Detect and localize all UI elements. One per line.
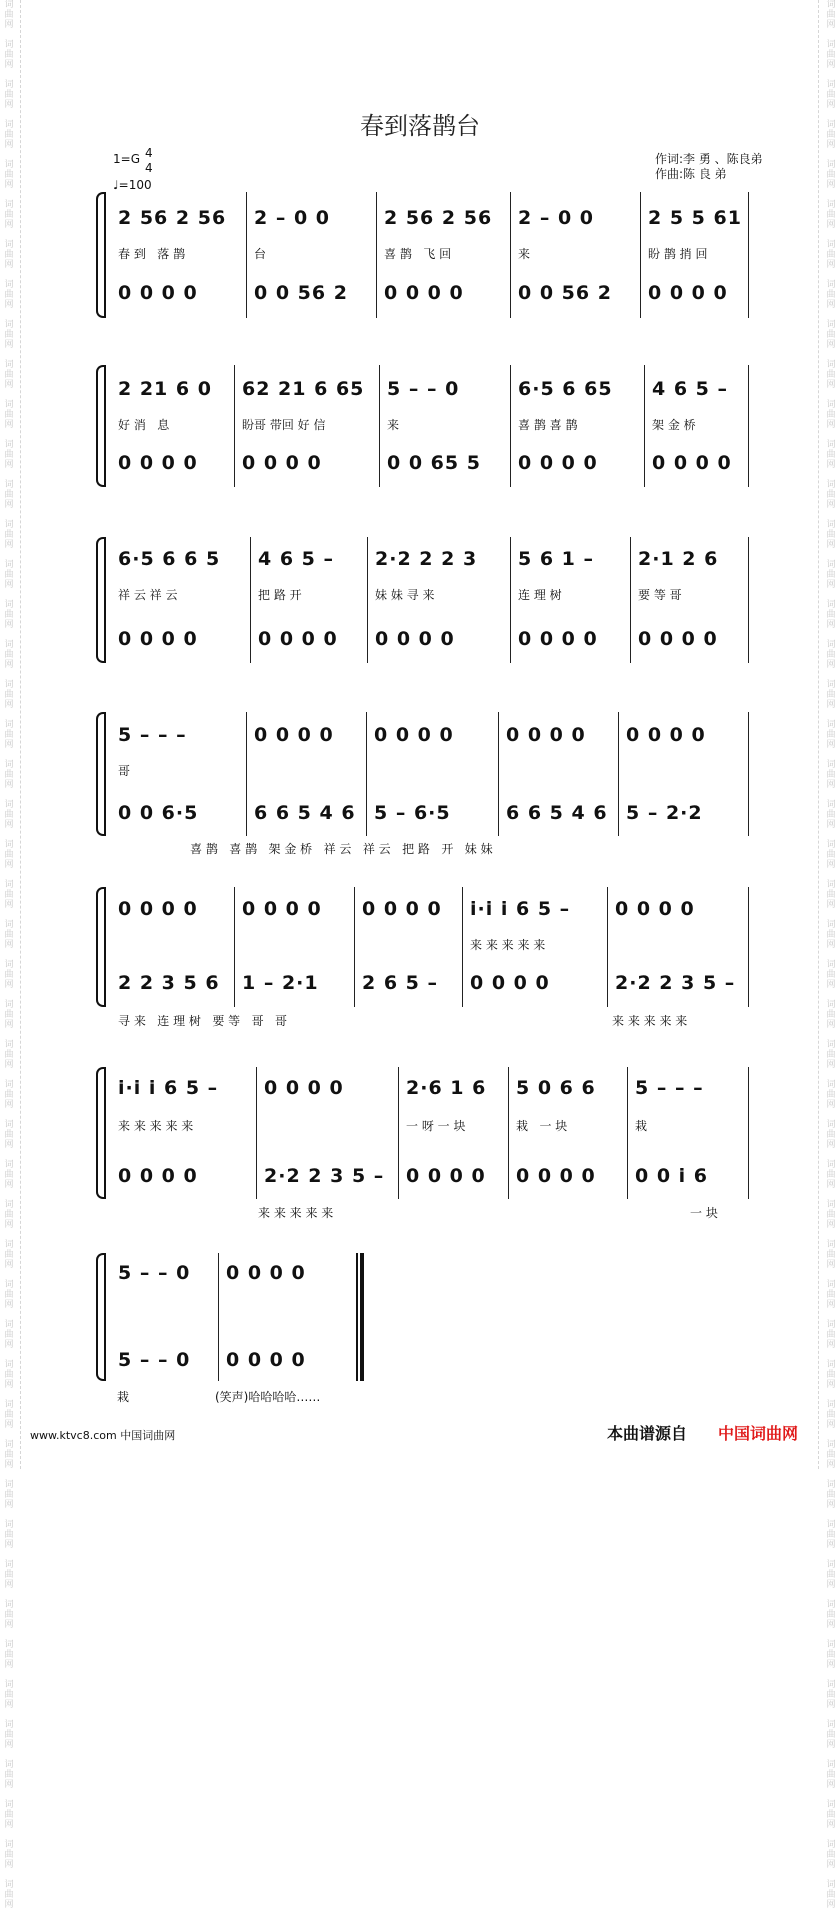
barline	[510, 537, 511, 663]
top-measure-lyrics: 栽	[635, 1119, 648, 1133]
top-measure-notes: 0 0 0 0	[226, 1262, 306, 1284]
barline	[367, 537, 368, 663]
top-measure-notes: 0 0 0 0	[242, 898, 322, 920]
bottom-measure-notes: 0 0 0 0	[258, 628, 338, 650]
top-measure-notes: 0 0 0 0	[506, 724, 586, 746]
bottom-measure-notes: 2 2 3 5 6	[118, 972, 220, 994]
barline	[379, 365, 380, 487]
footer-source-name: 中国词曲网	[718, 1424, 799, 1443]
barline	[246, 192, 247, 318]
barline	[398, 1067, 399, 1199]
bottom-measure-notes: 0 0 0 0	[638, 628, 718, 650]
top-measure-lyrics: 架 金 桥	[652, 418, 696, 432]
barline	[510, 192, 511, 318]
bottom-lyrics-line: 来 来 来 来 来	[612, 1014, 688, 1028]
top-measure-notes: 2 – 0 0	[518, 207, 595, 229]
system-line	[104, 192, 106, 318]
bottom-measure-notes: 0 0 0 0	[242, 452, 322, 474]
barline	[748, 192, 749, 318]
top-measure-lyrics: 来	[387, 418, 400, 432]
system-line	[104, 712, 106, 836]
watermark-left: 词 曲 网 词 曲 网 词 曲 网 词 曲 网 词 曲 网 词 曲 网 词 曲 网 词 曲 网 词 曲 网 词 曲 网 词 曲 网 词 曲 网 词 曲 网 词 曲 网 词 曲 网 词 曲 网 词 曲 网 词 曲 网 词 曲 网 词 曲 网 词 曲 网 词 曲 网 词 曲 网 词 曲 网 词 曲 网 词 曲 网 词 曲 网 词 曲 网 词 曲 网 词 曲 网 词 曲 网 词 曲 网 词 曲 网 词 曲 网 词 曲 网 词 曲 网 词 曲 网 词 曲 网 词 曲 网 词 曲 网 词 曲 网 词 曲 网 词 曲 网 词 曲 网 词 曲 网 词 曲 网 词 曲 网 词 曲 网	[4, 0, 14, 1910]
top-measure-notes: 2 56 2 56	[118, 207, 227, 229]
bottom-measure-notes: 0 0 0 0	[118, 628, 198, 650]
top-measure-notes: 2·6 1 6	[406, 1077, 487, 1099]
bottom-measure-notes: 0 0 65 5	[387, 452, 481, 474]
time-signature-bottom: 4	[145, 161, 153, 175]
top-measure-lyrics: 要 等 哥	[638, 588, 682, 602]
barline	[748, 887, 749, 1007]
bottom-lyrics-line: 一 块	[690, 1206, 718, 1220]
bottom-measure-notes: 5 – 2·2	[626, 802, 703, 824]
bottom-measure-notes: 0 0 0 0	[648, 282, 728, 304]
top-measure-notes: 0 0 0 0	[626, 724, 706, 746]
top-measure-lyrics: 一 呀 一 块	[406, 1119, 466, 1133]
top-measure-lyrics: 盼 鹊 捎 回	[648, 247, 708, 261]
bottom-lyrics-line: 寻 来 连 理 树 要 等 哥 哥	[118, 1014, 288, 1028]
lyricist-credit: 作词:李 勇 、陈良弟	[655, 152, 763, 166]
top-measure-notes: 4 6 5 –	[652, 378, 729, 400]
top-measure-notes: 0 0 0 0	[254, 724, 334, 746]
bottom-measure-notes: 0 0 56 2	[254, 282, 348, 304]
top-measure-lyrics: 来	[518, 247, 531, 261]
barline	[256, 1067, 257, 1199]
bottom-lyrics-line: 栽	[117, 1390, 130, 1404]
bottom-measure-notes: 0 0 0 0	[375, 628, 455, 650]
bottom-measure-notes: 0 0 0 0	[518, 452, 598, 474]
top-measure-lyrics: 来 来 来 来 来	[470, 938, 546, 952]
barline	[508, 1067, 509, 1199]
bottom-measure-notes: 5 – – 0	[118, 1349, 191, 1371]
final-barline-thin	[356, 1253, 358, 1381]
top-measure-lyrics: 栽 一 块	[516, 1119, 568, 1133]
barline	[627, 1067, 628, 1199]
barline	[640, 192, 641, 318]
top-measure-notes: 2·1 2 6	[638, 548, 719, 570]
barline	[462, 887, 463, 1007]
bottom-measure-notes: 0 0 0 0	[118, 1165, 198, 1187]
bottom-measure-notes: 0 0 0 0	[518, 628, 598, 650]
top-measure-lyrics: 喜 鹊 喜 鹊	[518, 418, 578, 432]
key-signature: 1=G	[113, 152, 140, 166]
top-measure-lyrics: 好 消 息	[118, 418, 170, 432]
top-measure-notes: 2 – 0 0	[254, 207, 331, 229]
bottom-measure-notes: 0 0 0 0	[118, 452, 198, 474]
top-measure-notes: 2·2 2 2 3	[375, 548, 478, 570]
barline	[618, 712, 619, 836]
barline	[748, 537, 749, 663]
top-measure-notes: 0 0 0 0	[264, 1077, 344, 1099]
system-line	[104, 1067, 106, 1199]
barline	[630, 537, 631, 663]
top-measure-lyrics: 连 理 树	[518, 588, 562, 602]
top-measure-notes: 2 56 2 56	[384, 207, 493, 229]
top-measure-notes: 0 0 0 0	[615, 898, 695, 920]
top-measure-lyrics: 盼哥 带回 好 信	[242, 418, 326, 432]
barline	[510, 365, 511, 487]
top-measure-notes: i·i i 6 5 –	[470, 898, 571, 920]
barline	[234, 887, 235, 1007]
bottom-measure-notes: 6 6 5 4 6	[254, 802, 356, 824]
right-page-edge	[818, 0, 820, 1469]
bottom-lyrics-line: (笑声)哈哈哈哈……	[215, 1390, 321, 1404]
top-measure-notes: 6·5 6 6 5	[118, 548, 221, 570]
time-signature-top: 4	[145, 146, 153, 160]
bottom-measure-notes: 0 0 6·5	[118, 802, 199, 824]
bottom-measure-notes: 0 0 56 2	[518, 282, 612, 304]
system-line	[104, 887, 106, 1007]
bottom-measure-notes: 2·2 2 3 5 –	[264, 1165, 385, 1187]
bottom-measure-notes: 2 6 5 –	[362, 972, 439, 994]
bottom-measure-notes: 0 0 i 6	[635, 1165, 709, 1187]
top-measure-lyrics: 春 到 落 鹊	[118, 247, 186, 261]
system-line	[104, 1253, 106, 1381]
top-measure-lyrics: 妹 妹 寻 来	[375, 588, 435, 602]
song-title: 春到落鹊台	[360, 112, 480, 140]
final-barline-thick	[360, 1253, 364, 1381]
top-measure-notes: 0 0 0 0	[362, 898, 442, 920]
bottom-lyrics-line: 来 来 来 来 来	[258, 1206, 334, 1220]
top-measure-lyrics: 来 来 来 来 来	[118, 1119, 194, 1133]
top-measure-notes: 6·5 6 65	[518, 378, 613, 400]
bottom-measure-notes: 0 0 0 0	[652, 452, 732, 474]
barline	[250, 537, 251, 663]
top-measure-notes: 0 0 0 0	[118, 898, 198, 920]
top-measure-lyrics: 台	[254, 247, 267, 261]
bottom-measure-notes: 0 0 0 0	[226, 1349, 306, 1371]
barline	[376, 192, 377, 318]
footer-source-label: 本曲谱源自	[607, 1424, 688, 1443]
top-measure-notes: 2 21 6 0	[118, 378, 212, 400]
watermark-right: 词 曲 网 词 曲 网 词 曲 网 词 曲 网 词 曲 网 词 曲 网 词 曲 网 词 曲 网 词 曲 网 词 曲 网 词 曲 网 词 曲 网 词 曲 网 词 曲 网 词 曲 网 词 曲 网 词 曲 网 词 曲 网 词 曲 网 词 曲 网 词 曲 网 词 曲 网 词 曲 网 词 曲 网 词 曲 网 词 曲 网 词 曲 网 词 曲 网 词 曲 网 词 曲 网 词 曲 网 词 曲 网 词 曲 网 词 曲 网 词 曲 网 词 曲 网 词 曲 网 词 曲 网 词 曲 网 词 曲 网 词 曲 网 词 曲 网 词 曲 网 词 曲 网 词 曲 网 词 曲 网 词 曲 网 词 曲 网	[826, 0, 836, 1910]
composer-credit: 作曲:陈 良 弟	[655, 167, 727, 181]
top-measure-notes: 5 6 1 –	[518, 548, 595, 570]
bottom-lyrics-line: 喜 鹊 喜 鹊 架 金 桥 祥 云 祥 云 把 路 开 妹 妹	[190, 842, 493, 856]
barline	[748, 712, 749, 836]
bottom-measure-notes: 5 – 6·5	[374, 802, 451, 824]
top-measure-notes: 5 0 6 6	[516, 1077, 596, 1099]
time-signature	[145, 146, 153, 176]
bottom-measure-notes: 0 0 0 0	[118, 282, 198, 304]
barline	[218, 1253, 219, 1381]
barline	[748, 365, 749, 487]
barline	[246, 712, 247, 836]
footer-url: www.ktvc8.com 中国词曲网	[30, 1429, 176, 1442]
top-measure-notes: 0 0 0 0	[374, 724, 454, 746]
top-measure-notes: 4 6 5 –	[258, 548, 335, 570]
top-measure-notes: 62 21 6 65	[242, 378, 365, 400]
top-measure-lyrics: 哥	[118, 764, 131, 778]
bottom-measure-notes: 2·2 2 3 5 –	[615, 972, 736, 994]
barline	[748, 1067, 749, 1199]
top-measure-notes: 5 – – 0	[387, 378, 460, 400]
bottom-measure-notes: 6 6 5 4 6	[506, 802, 608, 824]
bottom-measure-notes: 0 0 0 0	[406, 1165, 486, 1187]
barline	[644, 365, 645, 487]
bottom-measure-notes: 0 0 0 0	[384, 282, 464, 304]
top-measure-notes: 5 – – –	[635, 1077, 704, 1099]
barline	[234, 365, 235, 487]
top-measure-notes: 5 – – 0	[118, 1262, 191, 1284]
tempo-marking: ♩=100	[113, 178, 152, 192]
system-line	[104, 537, 106, 663]
barline	[366, 712, 367, 836]
top-measure-notes: 2 5 5 61	[648, 207, 742, 229]
top-measure-lyrics: 祥 云 祥 云	[118, 588, 178, 602]
barline	[354, 887, 355, 1007]
top-measure-lyrics: 把 路 开	[258, 588, 302, 602]
top-measure-notes: 5 – – –	[118, 724, 187, 746]
top-measure-notes: i·i i 6 5 –	[118, 1077, 219, 1099]
barline	[498, 712, 499, 836]
barline	[607, 887, 608, 1007]
bottom-measure-notes: 0 0 0 0	[470, 972, 550, 994]
bottom-measure-notes: 1 – 2·1	[242, 972, 319, 994]
left-page-edge	[20, 0, 22, 1469]
top-measure-lyrics: 喜 鹊 飞 回	[384, 247, 452, 261]
system-line	[104, 365, 106, 487]
bottom-measure-notes: 0 0 0 0	[516, 1165, 596, 1187]
credits	[655, 152, 763, 182]
